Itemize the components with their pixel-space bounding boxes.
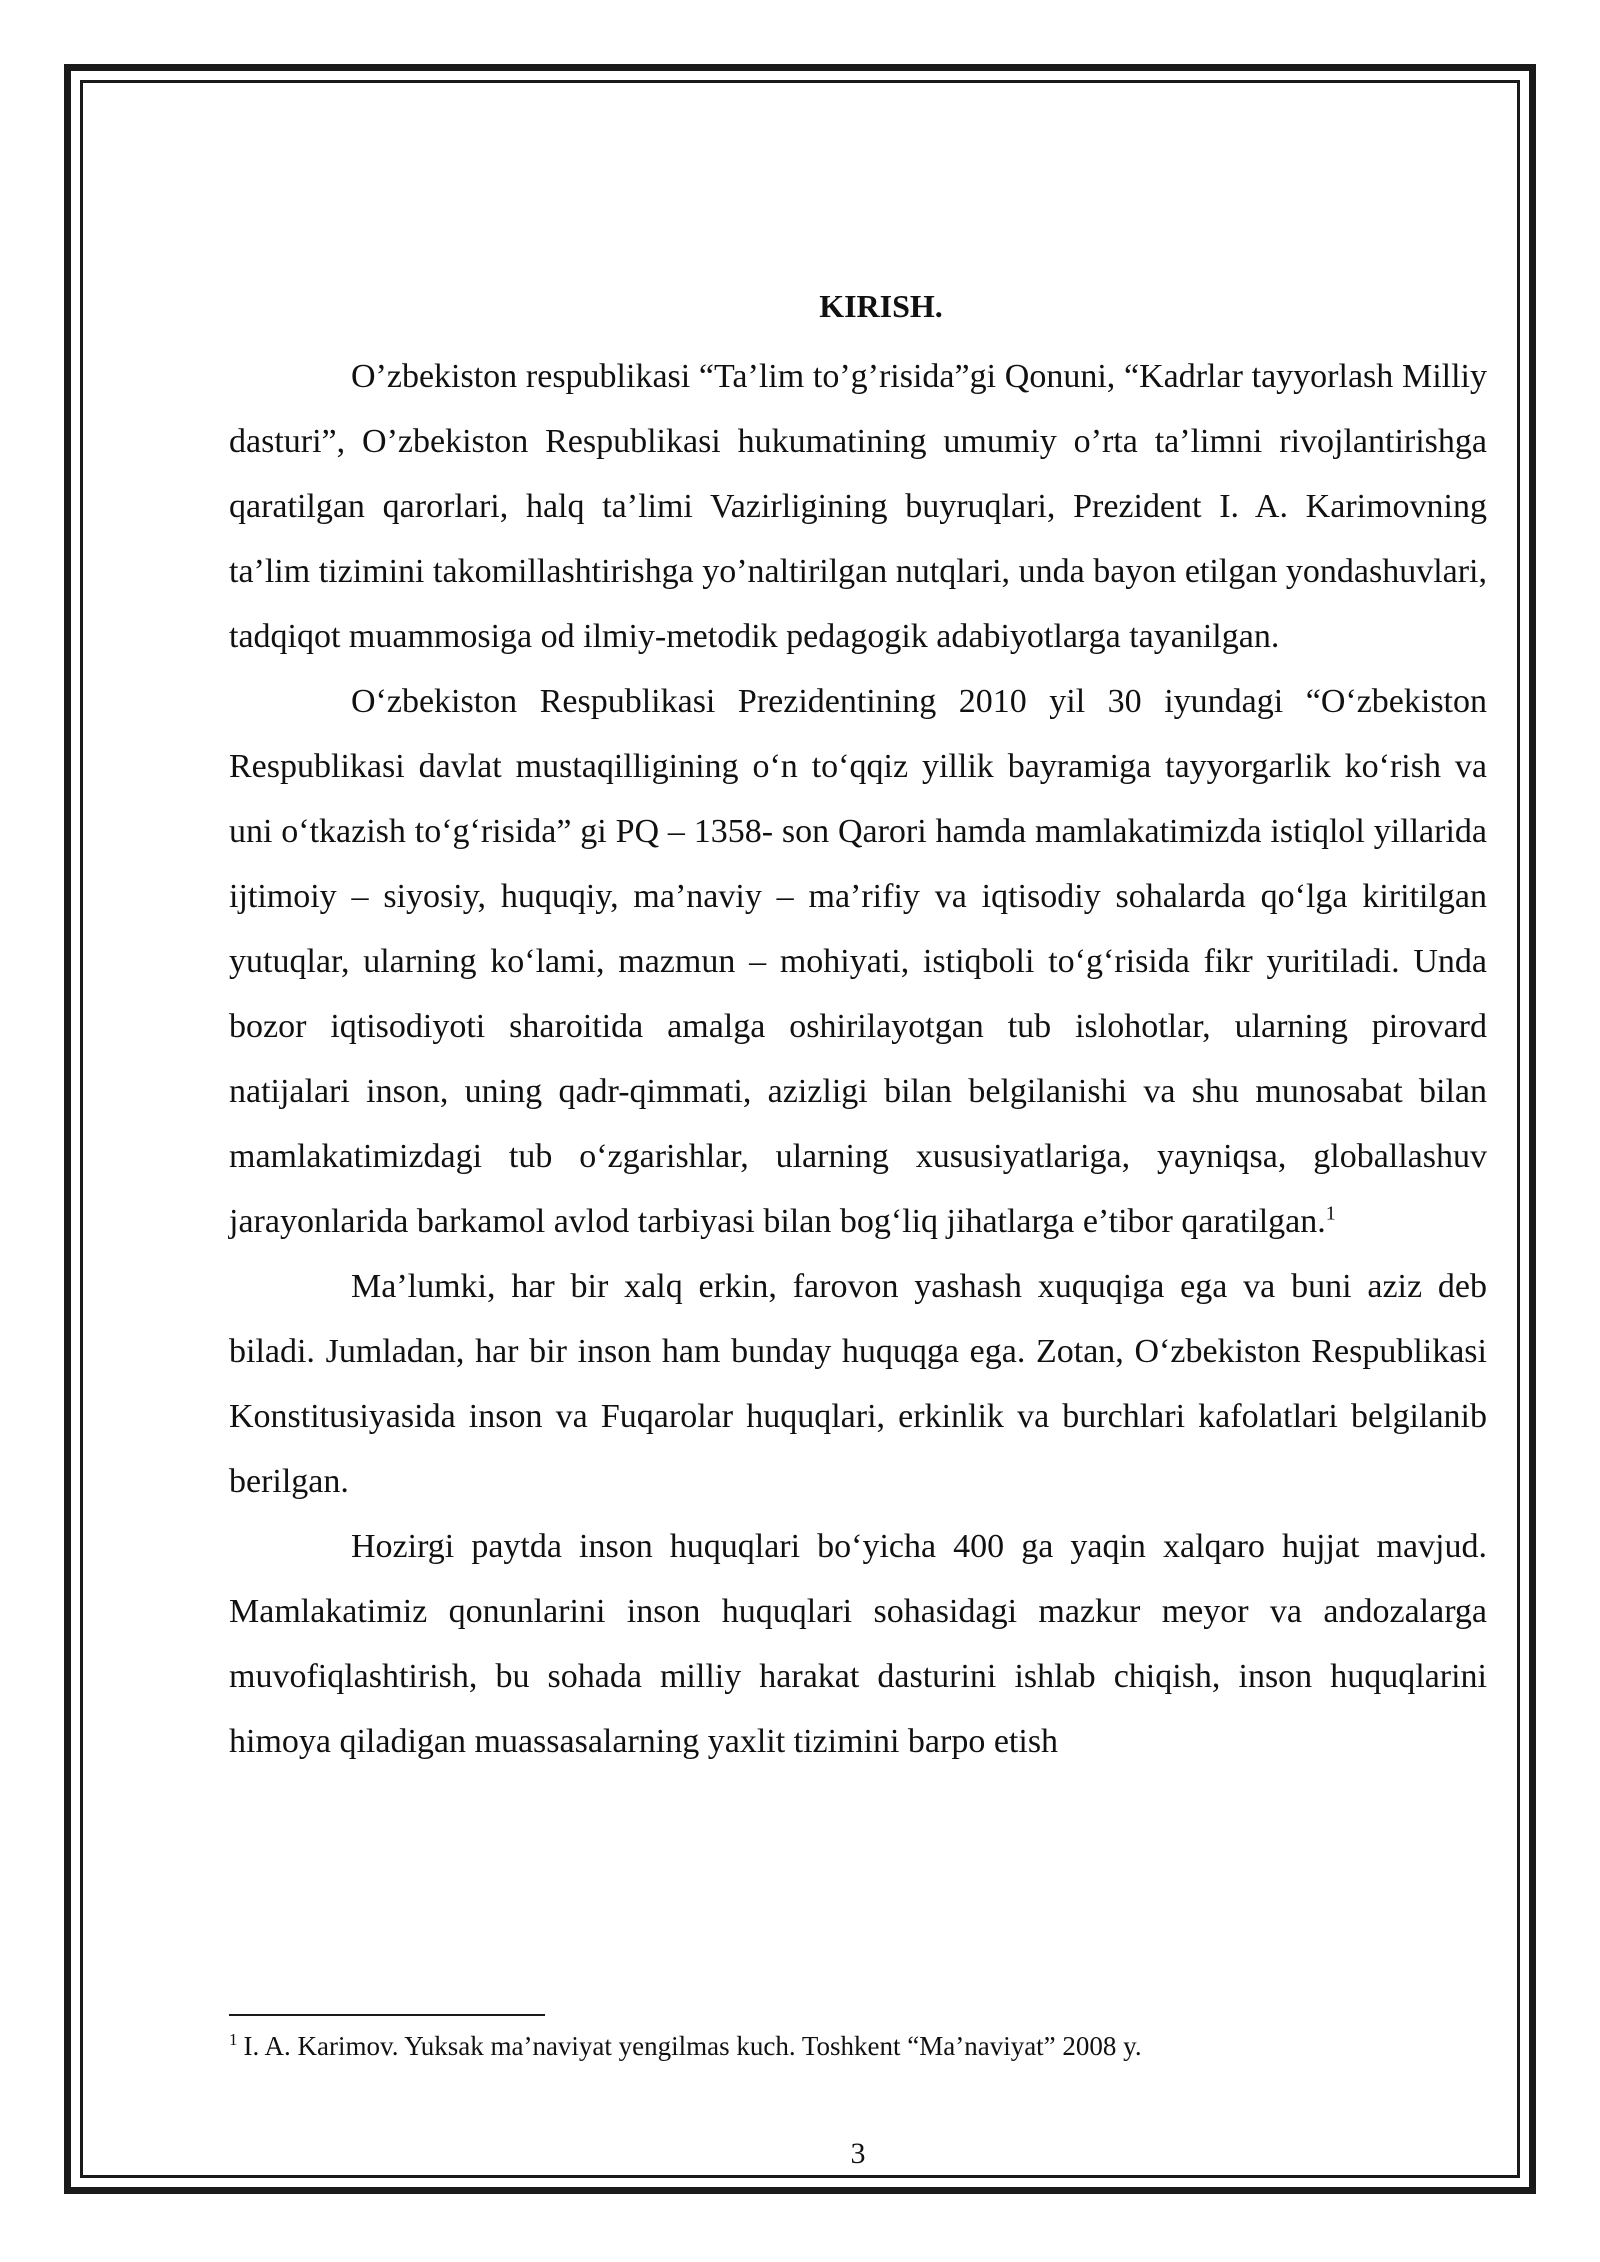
footnote-number: 1 (229, 2030, 238, 2049)
footnote (229, 2026, 1487, 2066)
footnote-reference[interactable]: 1 (1325, 1202, 1336, 1225)
paragraph-2 (229, 669, 1487, 1254)
paragraph-2-text: O‘zbekiston Respublikasi Prezidentining 2010 yil 30 iyundagi “O‘zbekiston Respublikasi davlat mustaqilligining o‘n to‘qqiz yillik bayramiga tayyorgarlik ko‘rish va uni o‘tkazish to‘g‘risida” gi PQ – 1358- son Qarori hamda mamlakatimizda istiqlol yillarida ijtimoiy – siyosiy, huquqiy, ma’naviy – ma’rifiy va iqtisodiy sohalarda qo‘lga kiritilgan yutuqlar, ularning ko‘lami, mazmun – mohiyati, istiqboli to‘g‘risida fikr yuritiladi. Unda bozor iqtisodiyoti sharoitida amalga oshirilayotgan tub islohotlar, ularning pirovard natijalari inson, uning qadr-qimmati, azizligi bilan belgilanishi va shu munosabat bilan mamlakatimizdagi tub o‘zgarishlar, ularning xususiyatlariga, yayniqsa, globallashuv jarayonlarida barkamol avlod tarbiyasi bilan bog‘liq jihatlarga e’tibor qaratilgan. (229, 683, 1487, 1240)
footnote-separator (229, 2014, 545, 2016)
paragraph-3: Ma’lumki, har bir xalq erkin, farovon yashash xuquqiga ega va buni aziz deb biladi. Jumladan, har bir inson ham bunday huquqga ega. Zotan, O‘zbekiston Respublikasi Konstitusiyasida inson va Fuqarolar huquqlari, erkinlik va burchlari kafolatlari belgilanib berilgan. (229, 1268, 1487, 1500)
page-heading: KIRISH. (819, 288, 943, 324)
paragraph-4: Hozirgi paytda inson huquqlari bo‘yicha 400 ga yaqin xalqaro hujjat mavjud. Mamlakatimiz qonunlarini inson huquqlari sohasidagi mazkur meyor va andozalarga muvofiqlashtirish, bu sohada milliy harakat dasturini ishlab chiqish, inson huquqlarini himoya qiladigan muassasalarning yaxlit tizimini barpo etish (229, 1528, 1487, 1760)
document-body (229, 280, 1487, 1774)
paragraph-1: O’zbekiston respublikasi “Ta’lim to’g’risida”gi Qonuni, “Kadrlar tayyorlash Milliy dasturi”, O’zbekiston Respublikasi hukumatining umumiy o’rta ta’limni rivojlantirishga qaratilgan qarorlari, halq ta’limi Vazirligining buyruqlari, Prezident I. A. Karimovning ta’lim tizimini takomillashtirishga yo’naltirilgan nutqlari, unda bayon etilgan yondashuvlari, tadqiqot muammosiga od ilmiy-metodik pedagogik adabiyotlarga tayanilgan. (229, 358, 1487, 655)
footnote-text: I. A. Karimov. Yuksak ma’naviyat yengilmas kuch. Toshkent “Ma’naviyat” 2008 y. (243, 2031, 1142, 2061)
page-number: 3 (850, 2137, 866, 2170)
